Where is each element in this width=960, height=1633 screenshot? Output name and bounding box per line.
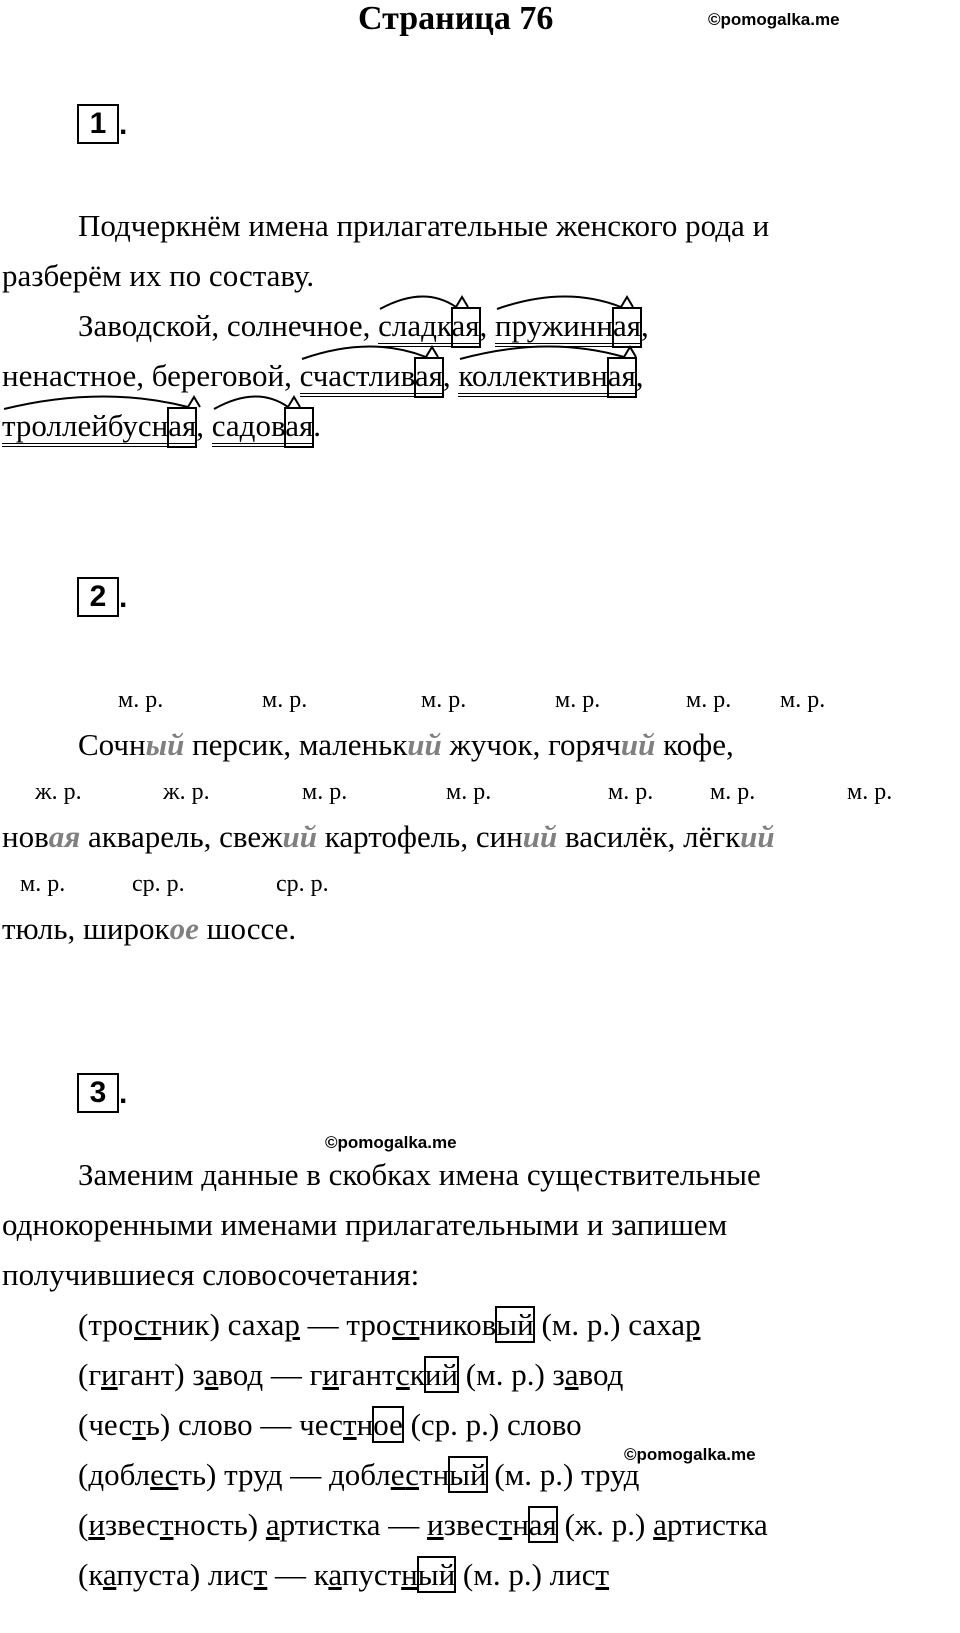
stem: тюль, широк <box>2 911 170 946</box>
task2-line-1 <box>78 720 734 770</box>
underlined-letter: и <box>88 1507 105 1542</box>
text: пуст <box>341 1557 402 1592</box>
underlined-letter: т <box>253 1557 268 1592</box>
stem: жучок, горяч <box>441 727 621 762</box>
gender-mark: ср. р. <box>132 871 185 897</box>
page-title: Страница 76 <box>358 0 554 37</box>
gender-mark: м. р. <box>262 687 308 713</box>
ending: ий <box>282 819 318 854</box>
text: н <box>356 1407 374 1442</box>
underlined-letter: т <box>498 1507 513 1542</box>
task2-line-2 <box>2 812 775 862</box>
text: (тро <box>78 1307 135 1342</box>
gender-mark: ж. р. <box>35 779 82 805</box>
ending: ая <box>48 819 81 854</box>
underlined-letter: р <box>284 1307 300 1342</box>
parsed-word <box>300 351 443 401</box>
stem: кофе, <box>655 727 734 762</box>
watermark: ©pomogalka.me <box>624 1445 756 1464</box>
text: ников <box>419 1307 497 1342</box>
gender-mark: м. р. <box>555 687 601 713</box>
underlined-letter: а <box>328 1557 342 1592</box>
gender-mark: м. р. <box>446 779 492 805</box>
text: звес <box>443 1507 499 1542</box>
root-arc-icon <box>2 391 202 411</box>
text: ртистка <box>666 1507 768 1542</box>
word-ending: ая <box>452 308 480 347</box>
text: ть) тру <box>178 1457 267 1492</box>
word-pair-row <box>78 1550 768 1600</box>
task1-intro-1: Подчеркнём имена прилагательные женского рода и <box>78 208 770 243</box>
gender-mark: ж. р. <box>163 779 210 805</box>
word-ending: ая <box>415 358 443 397</box>
word-root: троллейбусн <box>2 408 168 447</box>
word-pair-row <box>78 1400 768 1450</box>
ending: ий <box>740 819 775 854</box>
word-root: пружинн <box>495 308 613 347</box>
ending: ий <box>620 727 656 762</box>
gender-mark: м. р. <box>302 779 348 805</box>
parsed-word <box>212 401 313 451</box>
word-ending: ая <box>285 408 313 447</box>
underlined-letter: д <box>607 1357 624 1392</box>
underlined-letter: с <box>405 1457 420 1492</box>
stem: Сочн <box>78 727 146 762</box>
underlined-letter: е <box>390 1457 406 1492</box>
root-arc-icon <box>495 291 635 311</box>
underlined-letter: а <box>265 1507 280 1542</box>
watermark: ©pomogalka.me <box>708 10 840 29</box>
task-number-1: 1 <box>77 104 119 144</box>
task1-line-2: ненастное, береговой, счастливая, коллективная, <box>2 351 769 401</box>
stem: шоссе. <box>198 911 297 946</box>
text: (к <box>78 1557 103 1592</box>
text: звес <box>104 1507 160 1542</box>
text: ь) слово — чес <box>145 1407 344 1442</box>
text: пуста) лис <box>116 1557 254 1592</box>
stem: акварель, свеж <box>80 819 283 854</box>
word-pair-row <box>78 1450 768 1500</box>
text: ртистка — <box>279 1507 428 1542</box>
word-pair-row <box>78 1500 768 1550</box>
boxed-ending: ый <box>496 1307 534 1342</box>
text: (добл <box>78 1457 151 1492</box>
text: ность) <box>173 1507 266 1542</box>
ending: ый <box>145 727 185 762</box>
parsed-word <box>458 351 635 401</box>
ending: ое <box>169 911 199 946</box>
task-number-dot: . <box>119 1077 128 1110</box>
underlined-letter: т <box>147 1307 162 1342</box>
text: тн <box>419 1457 450 1492</box>
task3-rows <box>78 1300 768 1600</box>
boxed-ending: ый <box>449 1457 487 1492</box>
root-arc-icon <box>300 341 440 361</box>
text: (м. р.) тру <box>486 1457 624 1492</box>
text: ( <box>78 1507 89 1542</box>
task3-intro-2: однокоренными именами прилагательными и запишем <box>2 1207 728 1242</box>
gender-mark: ср. р. <box>276 871 329 897</box>
word-root: счастлив <box>300 358 415 397</box>
boxed-ending: ий <box>424 1357 458 1392</box>
gender-mark: м. р. <box>20 871 66 897</box>
word-ending: ая <box>168 408 196 447</box>
underlined-letter: а <box>204 1357 219 1392</box>
word-ending: ая <box>613 308 641 347</box>
parsed-word <box>2 401 196 451</box>
underlined-letter: т <box>159 1507 174 1542</box>
text: гант <box>338 1357 396 1392</box>
word-pair-row <box>78 1300 768 1350</box>
task3-intro <box>2 1150 761 1300</box>
task-number-dot: . <box>119 581 128 614</box>
text: — г <box>263 1357 323 1392</box>
underlined-letter: и <box>427 1507 444 1542</box>
ending: ий <box>407 727 442 762</box>
underlined-letter: д <box>266 1457 283 1492</box>
underlined-letter: и <box>101 1357 118 1392</box>
word-root: садов <box>212 408 285 447</box>
text: во <box>578 1357 608 1392</box>
text: во <box>218 1357 248 1392</box>
text: (чес <box>78 1407 133 1442</box>
task-number-2: 2 <box>77 577 119 617</box>
word-pair-row <box>78 1350 768 1400</box>
gender-mark: м. р. <box>118 687 164 713</box>
underlined-letter: с <box>395 1357 410 1392</box>
underlined-letter: а <box>653 1507 667 1542</box>
boxed-ending: ое <box>373 1407 403 1442</box>
root-arc-icon <box>378 291 470 311</box>
stem: персик, маленьк <box>184 727 408 762</box>
underlined-letter: с <box>164 1457 179 1492</box>
gender-mark: м. р. <box>686 687 732 713</box>
root-arc-icon <box>212 391 302 411</box>
underlined-letter: а <box>102 1557 117 1592</box>
underlined-letter: и <box>322 1357 339 1392</box>
word-root: сладк <box>378 308 451 347</box>
underlined-letter: д <box>623 1457 640 1492</box>
task1-paragraph <box>2 201 769 451</box>
text: ник) саха <box>161 1307 285 1342</box>
underlined-letter: т <box>405 1307 420 1342</box>
gender-mark: м. р. <box>780 687 826 713</box>
task3-intro-3: получившиеся словосочетания: <box>2 1257 420 1292</box>
stem: картофель, син <box>317 819 523 854</box>
underlined-letter: с <box>134 1307 148 1342</box>
underlined-letter: р <box>684 1307 701 1342</box>
plain-text: Заводской, солнечное, <box>78 308 379 343</box>
gender-mark: м. р. <box>608 779 654 805</box>
text: (ср. р.) слово <box>402 1407 582 1442</box>
task3-intro-1: Заменим данные в скобках имена существительные <box>78 1157 761 1192</box>
text: (м. р.) саха <box>533 1307 685 1342</box>
underlined-letter: а <box>564 1357 579 1392</box>
text: — добл <box>282 1457 391 1492</box>
text: (м. р.) з <box>458 1357 565 1392</box>
underlined-letter: е <box>150 1457 165 1492</box>
plain-text: ненастное, береговой, <box>2 358 300 393</box>
text: (г <box>78 1357 102 1392</box>
word-root: коллективн <box>458 358 607 397</box>
gender-mark: м. р. <box>421 687 467 713</box>
task-number-3: 3 <box>77 1073 119 1113</box>
text: гант) з <box>117 1357 205 1392</box>
ending: ий <box>522 819 558 854</box>
task1-line-3: троллейбусная, садовая. <box>2 401 769 451</box>
text: — к <box>267 1557 329 1592</box>
text: н <box>512 1507 529 1542</box>
underlined-letter: д <box>247 1357 264 1392</box>
underlined-letter: т <box>343 1407 357 1442</box>
text: к <box>409 1357 425 1392</box>
gender-mark: м. р. <box>847 779 893 805</box>
stem: нов <box>2 819 49 854</box>
text: — тро <box>299 1307 393 1342</box>
text: (м. р.) лис <box>455 1557 596 1592</box>
gender-mark: м. р. <box>710 779 756 805</box>
task1-line-1: Заводской, солнечное, сладкая, пружинная, <box>2 301 769 351</box>
root-arc-icon <box>458 341 638 361</box>
task2-line-3 <box>2 904 296 954</box>
underlined-letter: т <box>595 1557 610 1592</box>
task-number-dot: . <box>119 108 128 141</box>
underlined-letter: с <box>392 1307 406 1342</box>
word-ending: ая <box>608 358 636 397</box>
underlined-letter: т <box>132 1407 146 1442</box>
boxed-ending: ый <box>417 1557 456 1592</box>
watermark: ©pomogalka.me <box>325 1133 457 1152</box>
boxed-ending: ая <box>528 1507 557 1542</box>
text: (ж. р.) <box>556 1507 654 1542</box>
task1-intro-2: разберём их по составу. <box>2 258 315 293</box>
stem: василёк, лёгк <box>557 819 741 854</box>
underlined-letter: н <box>401 1557 418 1592</box>
